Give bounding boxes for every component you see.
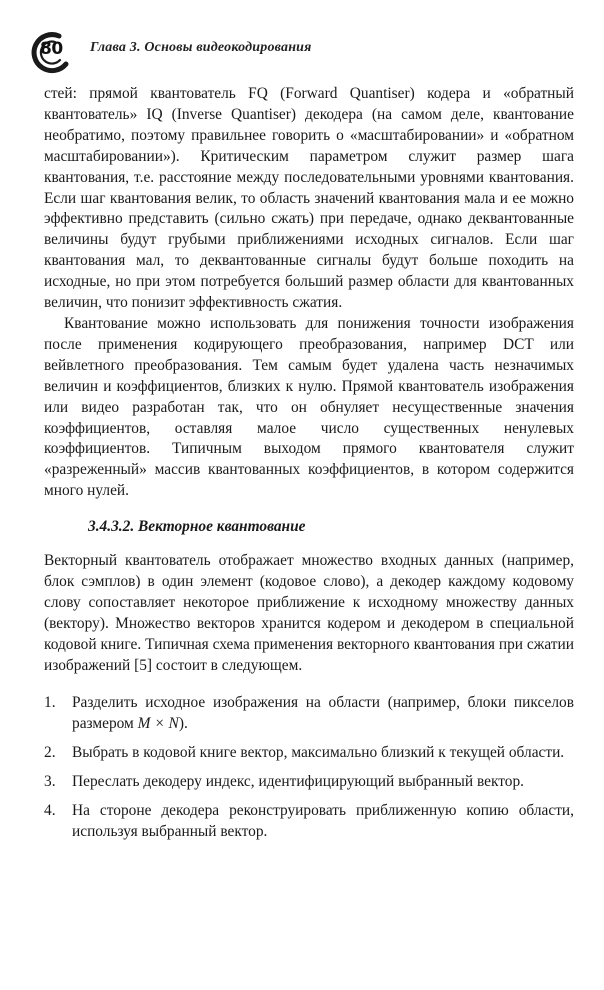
list-item-text: Выбрать в кодовой книге вектор, максимально близкий к текущей области.: [72, 744, 565, 762]
list-item-number: 1.: [44, 694, 56, 712]
list-item: [44, 743, 574, 764]
page-header: [28, 30, 588, 74]
list-item-number: 3.: [44, 773, 56, 791]
list-item: [44, 801, 574, 843]
list-item: [44, 772, 574, 793]
steps-list: [44, 693, 574, 842]
math-expression: M × N: [137, 715, 179, 733]
paragraph-1: стей: прямой квантователь FQ (Forward Quantiser) кодера и «обратный квантователь» IQ (Inverse Quantiser) декодера (на самом деле, квантование необратимо, поэтому правильнее говорить о «масштабировании» и «обратном масштабировании»). Критическим параметром служит размер шага квантования, т.е. расстояние между последовательными уровнями квантования. Если шаг квантования велик, то область значений квантования мала и ее можно эффективно представить (сильно сжать) при передаче, однако деквантованные величины будут грубыми приближениями исходных сигналов. Если шаг квантования мал, то деквантованные сигналы будут больше походить на исходные, но при этом потребуется больший размер области для квантованных величин, что понизит эффективность сжатия.: [44, 85, 574, 312]
list-item-number: 4.: [44, 802, 56, 820]
section-intro-paragraph: Векторный квантователь отображает множество входных данных (например, блок сэмплов) в один элемент (кодовое слово), а декодер каждому кодовому слову сопоставляет некоторое приближение к исходному множеству данных (вектору). Множество векторов хранится кодером и декодером в специальной кодовой книге. Типичная схема применения векторного квантования при сжатии изображений [5] состоит в следующем.: [44, 552, 574, 674]
list-item-text: Разделить исходное изображения на области (например, блоки пикселов размером: [72, 694, 574, 733]
list-item-text-end: ).: [178, 715, 188, 733]
list-item-text: На стороне декодера реконструировать приближенную копию области, используя выбранный вектор.: [72, 802, 574, 840]
main-text: [44, 84, 574, 851]
running-head: Глава 3. Основы видеокодирования: [90, 40, 312, 55]
list-item-number: 2.: [44, 744, 56, 762]
page-number: 80: [40, 39, 63, 59]
list-item-text: Переслать декодеру индекс, идентифицирующий выбранный вектор.: [72, 773, 524, 791]
paragraph-2: Квантование можно использовать для понижения точности изображения после применения кодирующего преобразования, например DCT или вейвлетного преобразования. Тем самым будет удалена часть незначимых величин и коэффициентов, близких к нулю. Прямой квантователь изображения или видео разработан так, что он обнуляет несущественные значения коэффициентов, оставляя малое число существенных ненулевых коэффициентов. Типичным выходом прямого квантователя служит «разреженный» массив квантованных коэффициентов, в котором содержится много нулей.: [44, 314, 574, 500]
section-heading: 3.4.3.2. Векторное квантование: [88, 518, 306, 536]
list-item: [44, 693, 574, 735]
